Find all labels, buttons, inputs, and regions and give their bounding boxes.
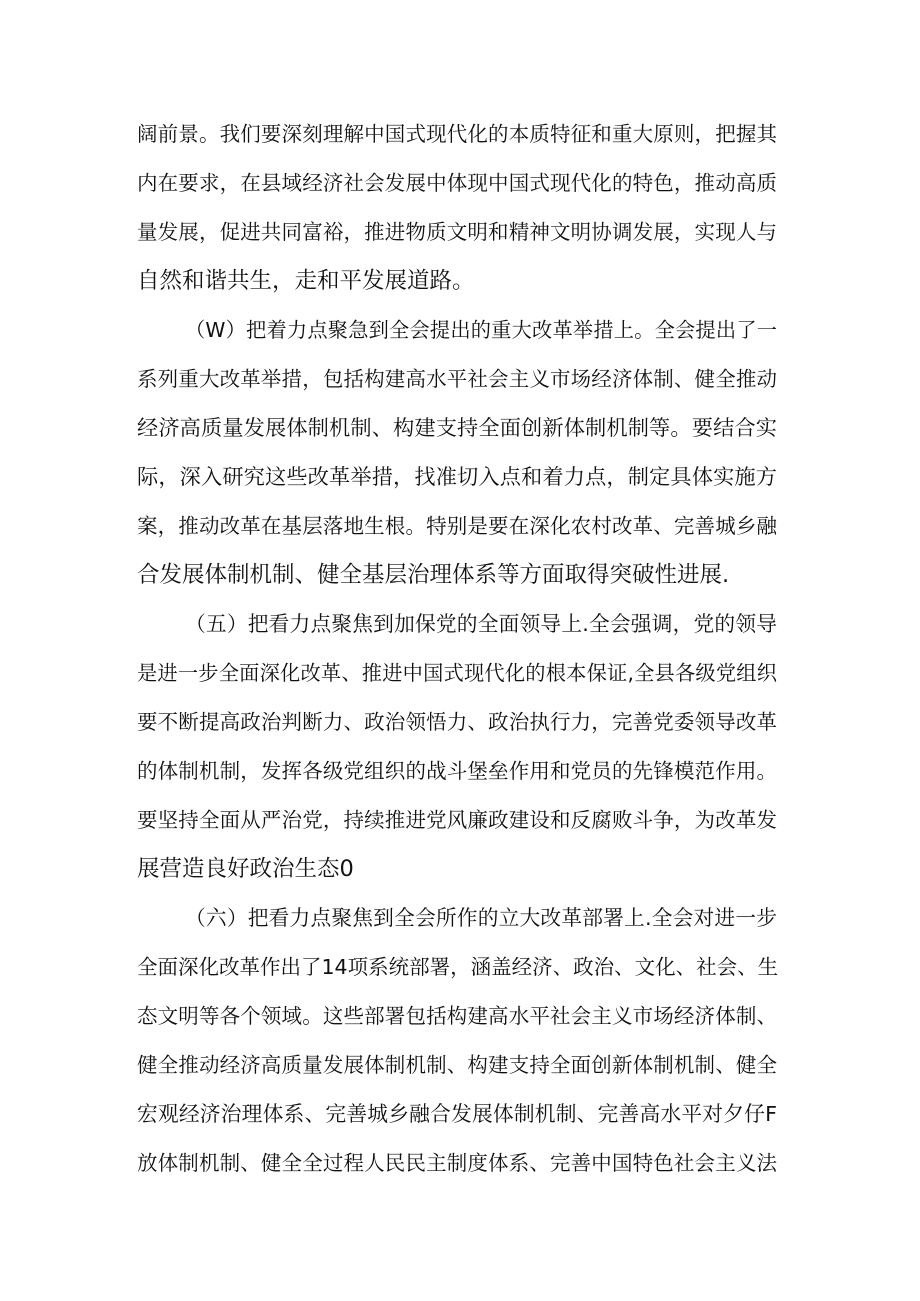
text-line: 宏观经济治理体系、完善城乡融合发展体制机制、完善高水平对夕仔F [137, 1102, 777, 1126]
text-line: 际，深入研究这些改革举措，找准切入点和着力点，制定具体实施方 [137, 465, 777, 490]
text-line: 是进一步全面深化改革、推进中国式现代化的根本保证,全县各级党组织 [137, 661, 777, 685]
text-line: 要坚持全面从严治党，持续推进党风廉政建设和反腐败斗争，为改革发 [137, 808, 777, 832]
text-line: 经济高质量发展体制机制、构建支持全面创新体制机制等。要结合实 [137, 416, 777, 441]
paragraph-3 [137, 600, 777, 894]
text-line: 态文明等各个领域。这些部署包括构建高水平社会主义市场经济体制、 [137, 1004, 777, 1028]
text-line: 阔前景。我们要深刻理解中国式现代化的本质特征和重大原则，把握其 [137, 122, 777, 146]
text-line: 要不断提高政治判断力、政治领悟力、政治执行力，完善党委领导改革 [137, 710, 777, 734]
text-line: 健全推动经济高质量发展体制机制、构建支持全面创新体制机制、健全 [137, 1053, 777, 1077]
text-line: 自然和谐共生，走和平发展道路。 [137, 268, 475, 294]
paragraph-2 [137, 306, 777, 600]
text-line: 内在要求，在县域经济社会发展中体现中国式现代化的特色，推动高质 [137, 171, 777, 195]
text-line: 全面深化改革作出了14项系统部署，涵盖经济、政治、文化、社会、生 [137, 955, 779, 979]
text-line: 的体制机制，发挥各级党组织的战斗堡垒作用和党员的先锋模范作用。 [137, 759, 777, 783]
text-line: 量发展，促进共同富裕，推进物质文明和精神文明协调发展，实现人与 [137, 220, 777, 244]
text-line: 展营造良好政治生态0 [137, 856, 354, 882]
text-line: 系列重大改革举措，包括构建高水平社会主义市场经济体制、健全推动 [137, 367, 777, 391]
text-line: 案，推动改革在基层落地生根。特别是要在深化农村改革、完善城乡融 [137, 514, 777, 538]
paragraph-4 [137, 894, 777, 1188]
text-line: （六）把看力点聚焦到全会所作的立大改革部署上.全会对进一步 [185, 906, 777, 930]
paragraph-1 [137, 110, 777, 306]
text-line: 放体制机制、健全全过程人民民主制度体系、完善中国特色社会主义法 [137, 1151, 777, 1175]
text-line: 合发展体制机制、健全基层治理体系等方面取得突破性进展. [137, 562, 730, 588]
text-line: （五）把看力点聚焦到加保党的全面领导上.全会强调，党的领导 [185, 612, 777, 636]
text-line: （W）把着力点聚急到全会提出的重大改革举措上。全会提出了一 [185, 318, 777, 342]
document-body [137, 110, 777, 1188]
